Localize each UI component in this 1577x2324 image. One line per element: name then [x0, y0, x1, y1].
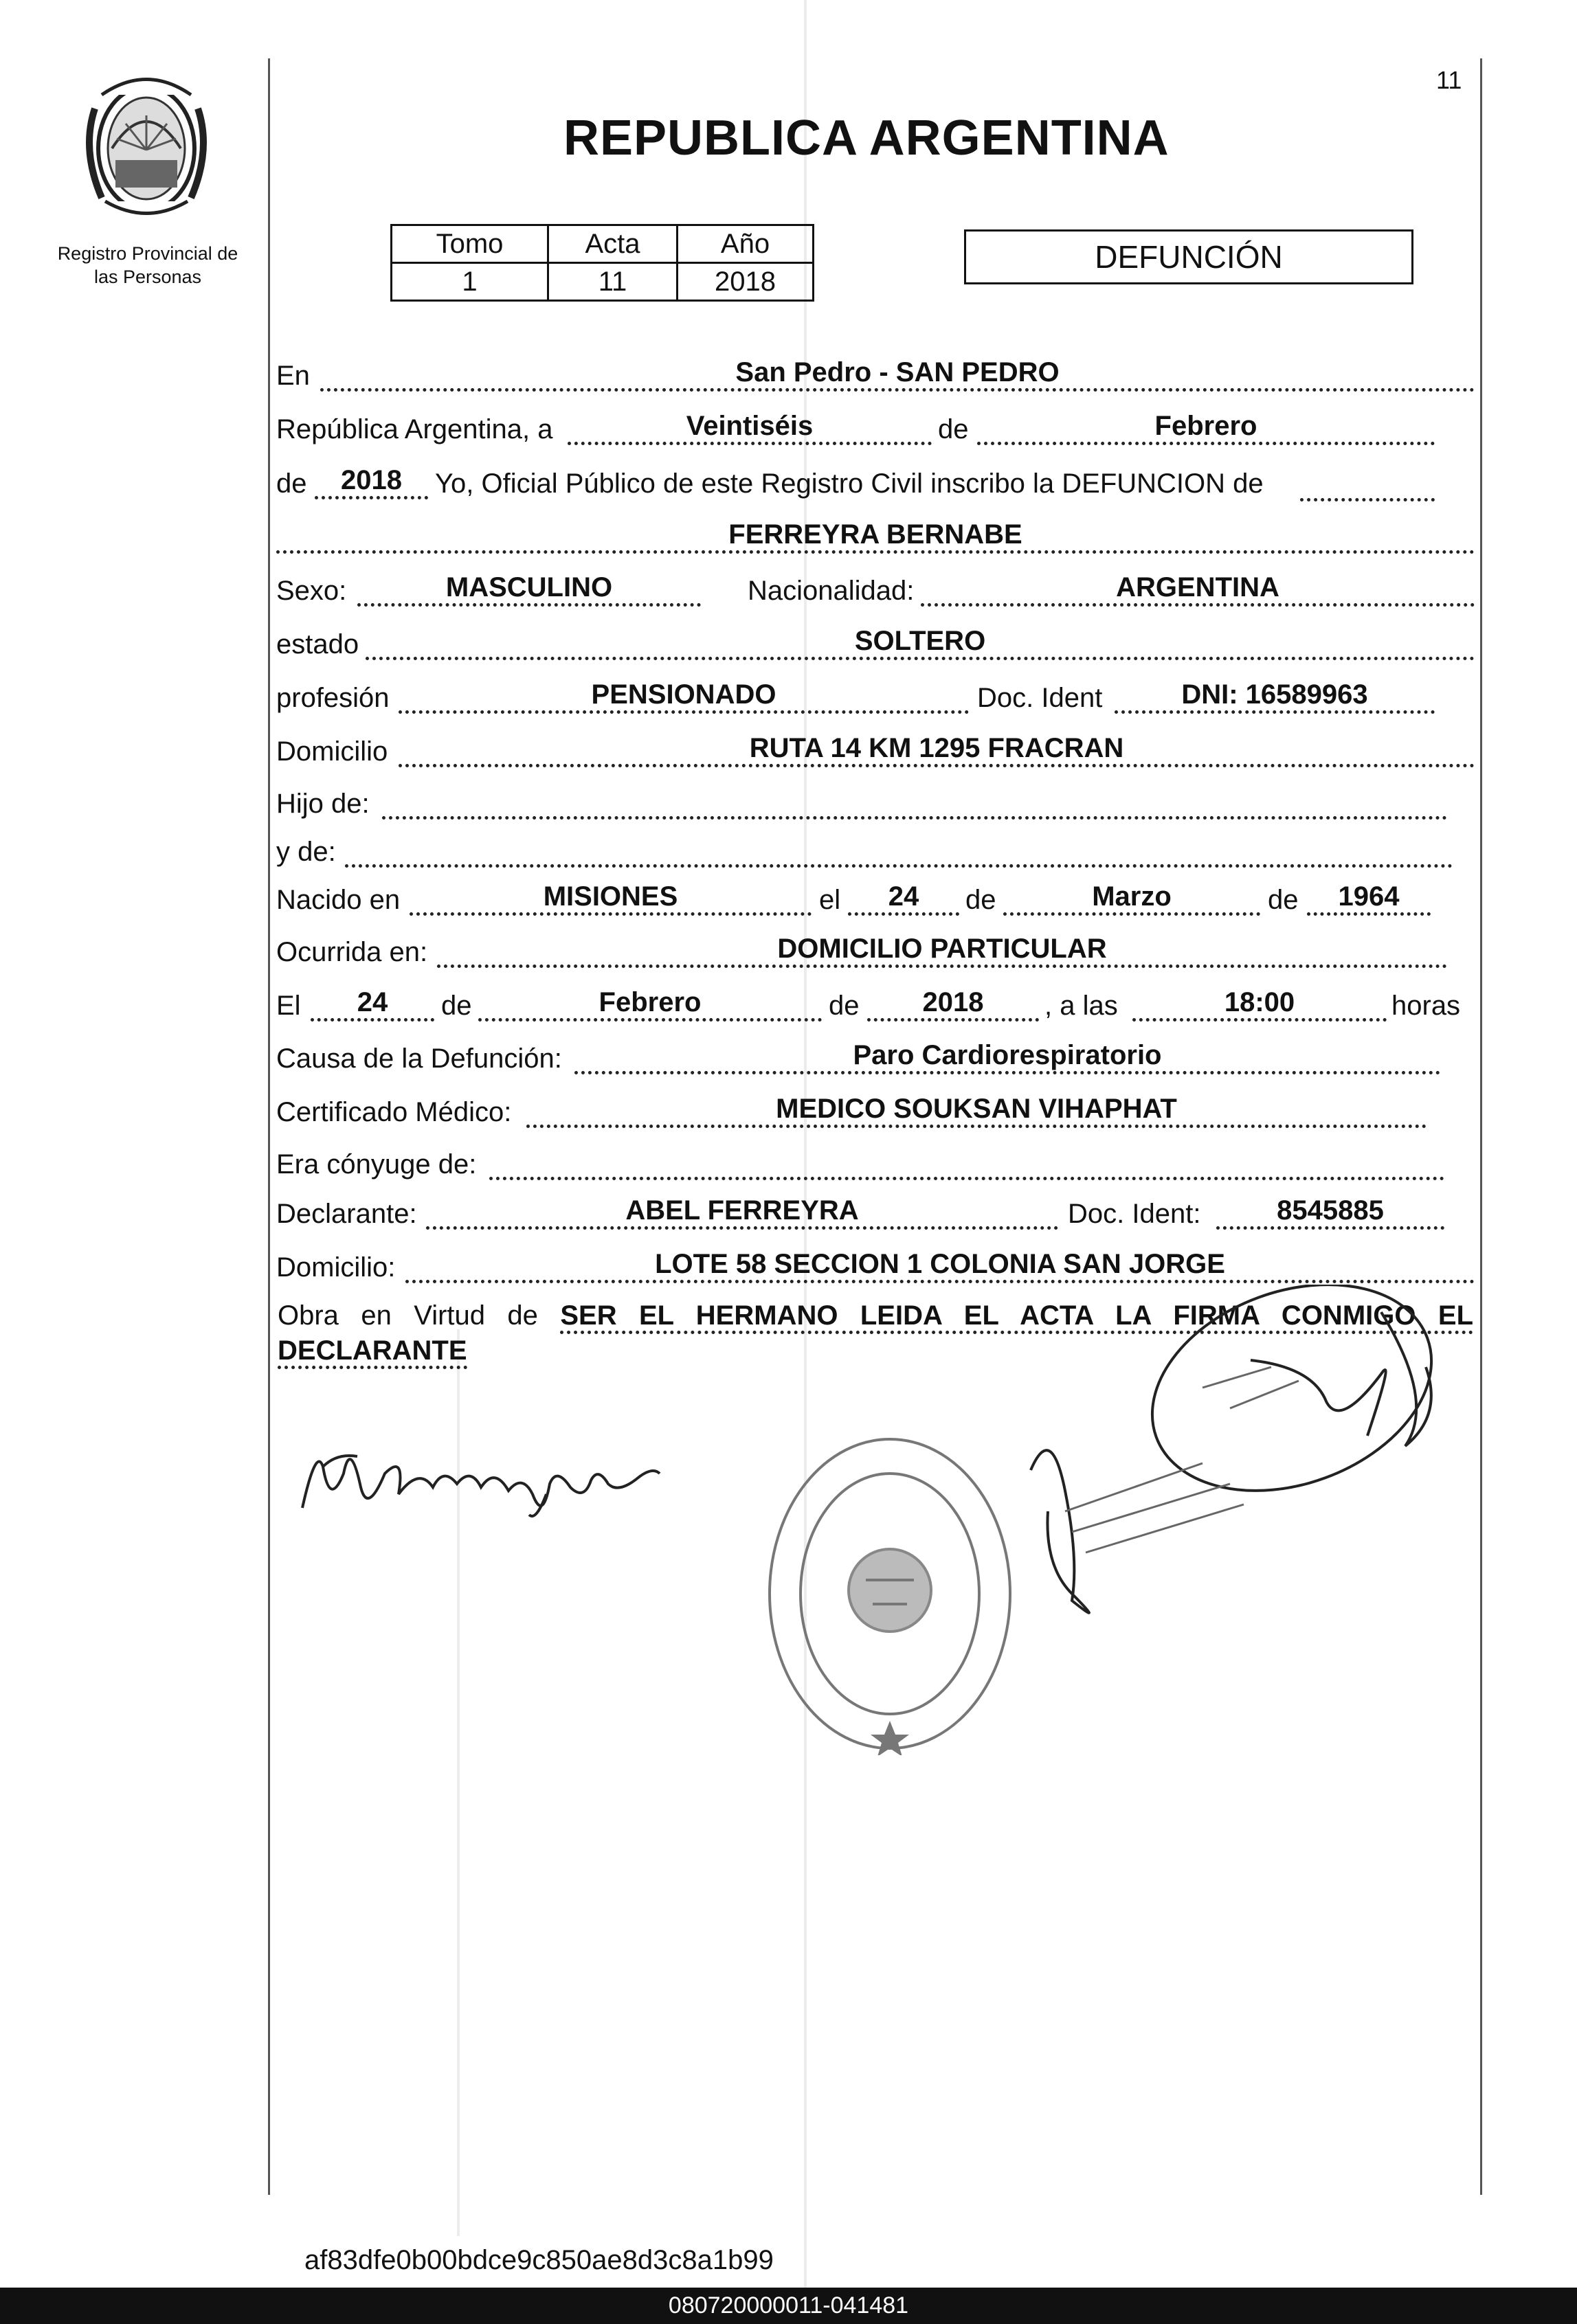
label-nacionalidad: Nacionalidad: [748, 576, 915, 606]
label-y-de: y de: [276, 837, 336, 867]
label-domicilio: Domicilio: [276, 1252, 396, 1283]
field-documento: DNI: 16589963 [1115, 679, 1435, 714]
official-signature-stamp [1024, 1285, 1450, 1642]
field-nac-dia: 24 [848, 881, 959, 916]
field-profesion: PENSIONADO [399, 679, 969, 714]
label-de: de [965, 885, 996, 915]
label-doc-ident: Doc. Ident: [1068, 1199, 1201, 1229]
declarant-signature [295, 1425, 667, 1528]
label-de-start: de [276, 469, 307, 499]
label-en: En [276, 361, 310, 391]
field-anio-texto: 2018 [315, 465, 428, 499]
field-lugar: San Pedro - SAN PEDRO [320, 357, 1475, 392]
label-hijo-de: Hijo de: [276, 789, 370, 819]
acta-value: 11 [548, 263, 678, 301]
scan-fold-line [804, 0, 807, 2288]
tomo-value: 1 [392, 263, 548, 301]
anio-header: Año [678, 225, 814, 263]
field-certificado: MEDICO SOUKSAN VIHAPHAT [526, 1094, 1427, 1128]
label-el-cap: El [276, 991, 301, 1021]
field-declarante-doc: 8545885 [1216, 1195, 1444, 1230]
organization-line: Registro Provincial de [57, 243, 238, 264]
label-yo-oficial: Yo, Oficial Público de este Registro Civil inscribo la DEFUNCION de [435, 469, 1264, 499]
barcode-footer: 080720000011-041481 [0, 2288, 1577, 2324]
label-a-las: , a las [1044, 991, 1118, 1021]
field-obra-line-2: DECLARANTE [278, 1335, 467, 1369]
field-ocurrida-en: DOMICILIO PARTICULAR [437, 934, 1447, 968]
field-domicilio: RUTA 14 KM 1295 FRACRAN [399, 733, 1475, 767]
label-obra-en-virtud: Obra en Virtud de [278, 1300, 538, 1331]
label-declarante: Declarante: [276, 1199, 417, 1229]
field-sexo: MASCULINO [357, 572, 701, 607]
page-number: 11 [1436, 66, 1462, 94]
label-el: el [819, 885, 841, 915]
round-registry-stamp [763, 1432, 1017, 1755]
label-profesion: profesión [276, 683, 390, 713]
field-dia-texto: Veintiséis [568, 411, 932, 445]
field-def-hora: 18:00 [1132, 987, 1387, 1022]
field-y-de [345, 833, 1453, 868]
organization-line: las Personas [93, 267, 202, 287]
field-estado: SOLTERO [366, 626, 1475, 660]
label-de: de [1268, 885, 1299, 915]
label-de: de [441, 991, 472, 1021]
acta-header: Acta [548, 225, 678, 263]
left-margin-rule [268, 58, 270, 2195]
field-fallecido: FERREYRA BERNABE [276, 519, 1475, 554]
label-estado: estado [276, 629, 359, 659]
label-causa: Causa de la Defunción: [276, 1043, 562, 1074]
field-nacionalidad: ARGENTINA [921, 572, 1475, 607]
field-conyuge [489, 1146, 1444, 1180]
field-declarante-domicilio: LOTE 58 SECCION 1 COLONIA SAN JORGE [405, 1249, 1475, 1283]
field-def-mes: Febrero [478, 987, 822, 1022]
field-causa: Paro Cardiorespiratorio [574, 1040, 1440, 1074]
label-ocurrida-en: Ocurrida en: [276, 937, 428, 967]
field-nac-mes: Marzo [1003, 881, 1260, 916]
field-declarante: ABEL FERREYRA [426, 1195, 1058, 1230]
label-doc-ident: Doc. Ident [977, 683, 1103, 713]
document-type-box: DEFUNCIÓN [964, 229, 1413, 284]
label-horas: horas [1391, 991, 1461, 1021]
organization-name [41, 242, 254, 289]
field-nacido-en: MISIONES [410, 881, 812, 916]
label-de: de [938, 414, 969, 444]
misiones-seal-logo [74, 67, 219, 225]
field-def-anio: 2018 [867, 987, 1039, 1022]
anio-value: 2018 [678, 263, 814, 301]
label-domicilio: Domicilio [276, 736, 388, 767]
label-nacido-en: Nacido en [276, 885, 401, 915]
label-conyuge: Era cónyuge de: [276, 1149, 477, 1180]
field-blank [1300, 467, 1435, 501]
field-def-dia: 24 [311, 987, 434, 1022]
right-margin-rule [1480, 58, 1482, 2195]
record-table [390, 224, 814, 302]
field-hijo-de [382, 785, 1447, 820]
tomo-header: Tomo [392, 225, 548, 263]
label-de: de [829, 991, 860, 1021]
field-obra-line-1: SER EL HERMANO LEIDA EL ACTA LA FIRMA CONMIGO EL [560, 1300, 1473, 1334]
document-hash: af83dfe0b00bdce9c850ae8d3c8a1b99 [304, 2245, 774, 2275]
label-republica: República Argentina, a [276, 414, 553, 444]
label-sexo: Sexo: [276, 576, 347, 606]
country-title: REPUBLICA ARGENTINA [563, 111, 1170, 166]
field-nac-anio: 1964 [1307, 881, 1431, 916]
field-mes-texto: Febrero [977, 411, 1435, 445]
label-certificado: Certificado Médico: [276, 1097, 512, 1127]
